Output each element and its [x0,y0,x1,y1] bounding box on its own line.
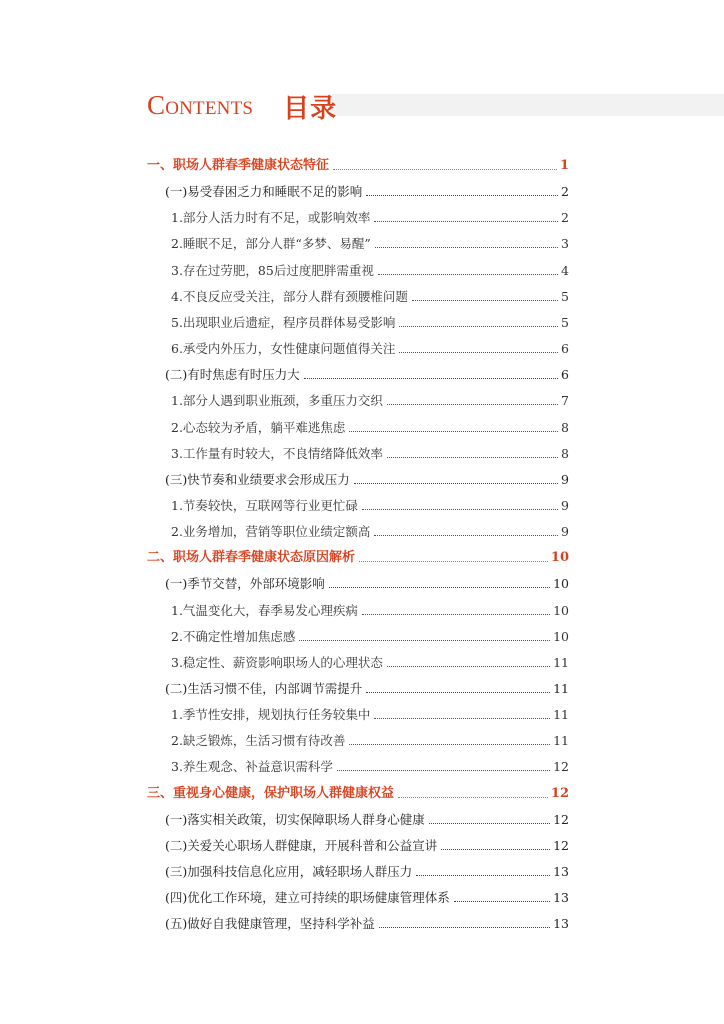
toc-dot-leader [375,247,558,248]
toc-dot-leader [378,274,558,275]
toc-page-number: 11 [553,681,569,696]
toc-entry-title: (二)生活习惯不佳，内部调节需提升 [165,681,363,696]
toc-entry-title: (三)快节奏和业绩要求会形成压力 [165,471,350,487]
contents-rest: ONTENTS [165,98,254,119]
toc-entry-title: 3.存在过劳肥，85后过度肥胖需重视 [171,262,374,278]
toc-entry-title: 2.不确定性增加焦虑感 [171,628,296,644]
toc-dot-leader [366,195,558,196]
toc-section[interactable] [165,180,569,200]
toc-dot-leader [441,849,550,850]
toc-chapter[interactable] [147,546,569,566]
toc-subsection[interactable] [171,311,569,331]
toc-subsection[interactable] [171,416,569,436]
contents-initial: C [147,90,166,120]
toc-page-number: 10 [553,576,569,592]
toc-subsection[interactable] [171,389,569,409]
toc-dot-leader [398,797,548,798]
toc-dot-leader [387,666,550,667]
toc-section[interactable] [165,834,569,854]
toc-entry-title: (二)有时焦虑有时压力大 [165,367,300,383]
toc-page-number: 5 [561,314,569,330]
toc-dot-leader [333,169,557,170]
toc-dot-leader [399,352,558,353]
toc-dot-leader [387,457,558,458]
toc-entry-title: 二、职场人群春季健康状态原因解析 [147,550,356,566]
toc-section[interactable] [165,808,569,828]
toc-page-number: 12 [553,811,569,827]
toc-entry-title: 1.季节性安排，规划执行任务较集中 [171,707,371,723]
toc-entry-title: (三)加强科技信息化应用，减轻职场人群压力 [165,864,413,879]
toc-dot-leader [429,823,550,824]
toc-dot-leader [304,378,558,379]
toc-page-number: 2 [561,184,569,200]
toc-subsection[interactable] [171,520,569,540]
toc-page-number: 10 [553,602,569,618]
toc-dot-leader [416,875,550,876]
toc-subsection[interactable] [171,442,569,462]
toc-entry-title: 3.养生观念、补益意识需科学 [171,759,333,775]
toc-page-number: 12 [553,759,569,775]
toc-page-number: 12 [553,837,569,853]
toc-page-number: 6 [561,367,569,383]
toc-entry-title: 4.不良反应受关注，部分人群有颈腰椎问题 [171,288,408,304]
toc-dot-leader [329,587,550,588]
toc-entry-title: 3.工作量有时较大，不良情绪降低效率 [171,445,383,461]
toc-dot-leader [399,326,558,327]
toc-page-number: 13 [553,916,569,932]
toc-subsection[interactable] [171,755,569,775]
toc-subsection[interactable] [171,259,569,279]
toc-entry-title: (一)易受春困乏力和睡眠不足的影响 [165,184,363,200]
toc-page-number: 7 [561,393,569,409]
toc-section[interactable] [165,468,569,488]
toc-page-number: 5 [561,288,569,304]
toc-subsection[interactable] [171,703,569,723]
toc-section[interactable] [165,860,569,880]
toc-page-number: 10 [550,550,569,566]
toc-subsection[interactable] [171,337,569,357]
toc-entry-title: (二)关爱关心职场人群健康，开展科普和公益宣讲 [165,837,438,853]
toc-entry-title: 1.气温变化大，春季易发心理疾病 [171,602,358,618]
toc-section[interactable] [165,363,569,383]
toc-dot-leader [299,640,550,641]
toc-page-number: 9 [561,497,569,513]
toc-subsection[interactable] [171,599,569,619]
toc-section[interactable] [165,886,569,906]
toc-dot-leader [374,221,558,222]
toc-page-number: 9 [561,524,569,540]
toc-entry-title: 6.承受内外压力，女性健康问题值得关注 [171,341,396,356]
toc-entry-title: (一)落实相关政策，切实保障职场人群身心健康 [165,811,425,827]
toc-dot-leader [374,718,550,719]
toc-page-number: 9 [561,471,569,487]
toc-entry-title: (五)做好自我健康管理，坚持科学补益 [165,916,375,932]
toc-dot-leader [387,404,558,405]
toc-entry-title: 1.部分人活力时有不足，或影响效率 [171,210,371,226]
toc-page-number: 8 [561,419,569,435]
toc-entry-title: 2.心态较为矛盾，躺平难逃焦虑 [171,419,346,435]
toc-page-number: 2 [561,210,569,226]
toc-subsection[interactable] [171,494,569,514]
toc-dot-leader [362,509,558,510]
toc-entry-title: 5.出现职业后遗症，程序员群体易受影响 [171,314,396,330]
page-title: 目录 [283,94,338,124]
toc-entry-title: 2.睡眠不足，部分人群“多梦、易醒” [171,236,371,252]
toc-entry-title: 1.部分人遇到职业瓶颈，多重压力交织 [171,393,383,409]
toc-dot-leader [454,901,550,902]
toc-subsection[interactable] [171,206,569,226]
toc-subsection[interactable] [171,729,569,749]
toc-page-number: 3 [561,236,569,252]
toc-entry-title: 一、职场人群春季健康状态特征 [147,158,330,173]
toc-subsection[interactable] [171,625,569,645]
toc-entry-title: (一)季节交替，外部环境影响 [165,576,325,592]
toc-section[interactable] [165,912,569,932]
toc-page-number: 4 [561,262,569,278]
toc-subsection[interactable] [171,285,569,305]
toc-section[interactable] [165,677,569,697]
toc-page-number: 11 [553,707,569,723]
toc-chapter[interactable] [147,154,569,174]
toc-page-number: 13 [553,890,569,906]
toc-dot-leader [337,770,550,771]
toc-dot-leader [374,535,558,536]
toc-subsection[interactable] [171,232,569,252]
toc-dot-leader [379,927,550,928]
toc-page-number: 12 [550,785,569,801]
toc-dot-leader [359,561,548,562]
toc-dot-leader [362,614,550,615]
toc-entry-title: 1.节奏较快，互联网等行业更忙碌 [171,497,358,513]
toc-dot-leader [366,692,550,693]
toc-entry-title: 3.稳定性、薪资影响职场人的心理状态 [171,654,383,670]
toc-chapter[interactable] [147,782,569,802]
toc-page-number: 13 [553,864,569,879]
toc-entry-title: 三、重视身心健康，保护职场人群健康权益 [147,785,395,801]
toc-page-number: 6 [561,341,569,356]
toc-subsection[interactable] [171,651,569,671]
toc-page-number: 11 [553,733,569,749]
toc-dot-leader [349,431,558,432]
toc-page-number: 8 [561,445,569,461]
toc-page-number: 1 [559,158,569,173]
toc-entry-title: (四)优化工作环境，建立可持续的职场健康管理体系 [165,890,450,906]
toc-dot-leader [412,300,558,301]
toc-dot-leader [349,744,550,745]
toc-page-number: 10 [553,628,569,644]
toc-entry-title: 2.业务增加，营销等职位业绩定额高 [171,524,371,540]
toc-dot-leader [354,483,558,484]
toc-entry-title: 2.缺乏锻炼，生活习惯有待改善 [171,733,346,749]
toc-page-number: 11 [553,654,569,670]
toc-section[interactable] [165,572,569,592]
